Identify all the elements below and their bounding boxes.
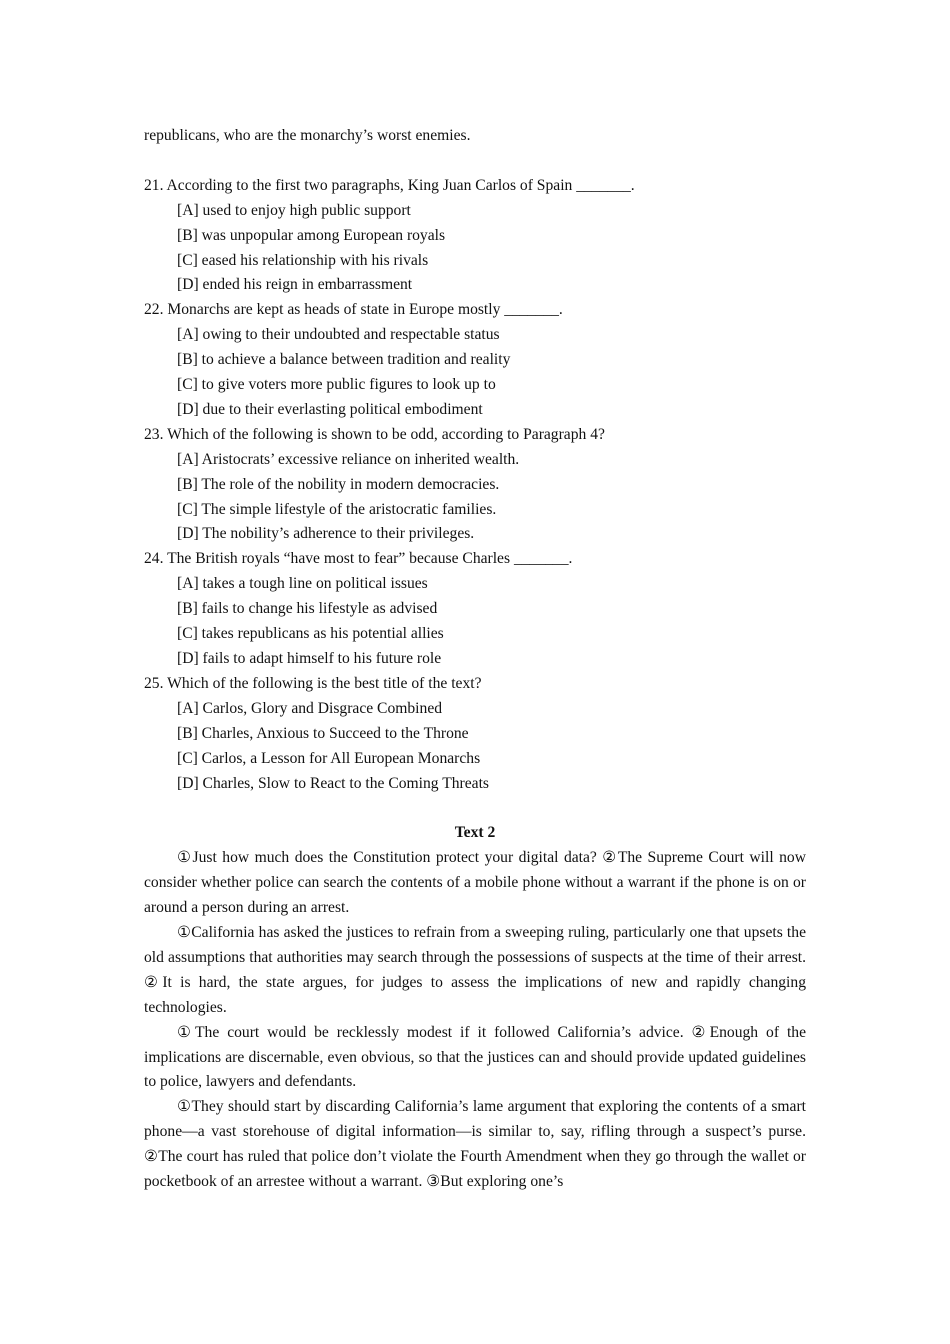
- spacer: [144, 149, 806, 174]
- question-stem: 25. Which of the following is the best title of the text?: [144, 674, 482, 692]
- option-b: [B] fails to change his lifestyle as advised: [177, 600, 438, 618]
- paragraph-3: ①The court would be recklessly modest if it followed California’s advice. ②Enough of the implications are discernable, even obvious, so that the justices can and should provide updated guidelines to police, lawyers and defendants.: [144, 1023, 806, 1091]
- option-d: [D] ended his reign in embarrassment: [177, 276, 413, 294]
- spacer: [144, 796, 806, 821]
- paragraph-2: ①California has asked the justices to refrain from a sweeping ruling, particularly one that upsets the old assumptions that authorities may search through the possessions of suspects at the time of their arrest. ②It is hard, the state argues, for judges to assess the implications of new and rapidly changing technologies.: [144, 923, 806, 1016]
- option-d: [D] fails to adapt himself to his future role: [177, 650, 442, 668]
- question-25: [144, 672, 806, 797]
- option-d: [D] due to their everlasting political embodiment: [177, 400, 483, 418]
- question-22: [144, 298, 806, 423]
- option-c: [C] The simple lifestyle of the aristocratic families.: [177, 500, 497, 518]
- option-b: [B] The role of the nobility in modern democracies.: [177, 475, 500, 493]
- option-c: [C] eased his relationship with his rivals: [177, 251, 429, 269]
- option-c: [C] takes republicans as his potential allies: [177, 625, 444, 643]
- option-b: [B] Charles, Anxious to Succeed to the Throne: [177, 724, 469, 742]
- option-b: [B] to achieve a balance between tradition and reality: [177, 351, 511, 369]
- option-a: [A] Aristocrats’ excessive reliance on inherited wealth.: [177, 450, 520, 468]
- option-c: [C] Carlos, a Lesson for All European Monarchs: [177, 749, 481, 767]
- option-b: [B] was unpopular among European royals: [177, 226, 446, 244]
- page-content: [144, 124, 806, 1195]
- passage-continuation: republicans, who are the monarchy’s worst enemies.: [144, 127, 471, 144]
- option-d: [D] Charles, Slow to React to the Coming Threats: [177, 774, 489, 792]
- question-stem: 23. Which of the following is shown to be odd, according to Paragraph 4?: [144, 425, 605, 443]
- section-title: Text 2: [454, 824, 496, 842]
- question-stem: 22. Monarchs are kept as heads of state in Europe mostly _______.: [144, 301, 563, 319]
- option-a: [A] owing to their undoubted and respectable status: [177, 326, 500, 344]
- option-d: [D] The nobility’s adherence to their privileges.: [177, 525, 475, 543]
- question-stem: 21. According to the first two paragraphs, King Juan Carlos of Spain _______.: [144, 176, 635, 194]
- question-24: [144, 547, 806, 672]
- text2-section: [144, 821, 806, 1195]
- question-23: [144, 423, 806, 548]
- paragraph-1: ①Just how much does the Constitution protect your digital data? ②The Supreme Court will now consider whether police can search the contents of a mobile phone without a warrant if the phone is on or around a person during an arrest.: [144, 849, 806, 917]
- question-21: [144, 174, 806, 299]
- option-c: [C] to give voters more public figures to look up to: [177, 376, 496, 394]
- question-stem: 24. The British royals “have most to fear” because Charles _______.: [144, 550, 573, 568]
- paragraph-4: ①They should start by discarding California’s lame argument that exploring the contents of a smart phone—a vast storehouse of digital information—is similar to, say, rifling through a suspect’s purse. ②The court has ruled that police don’t violate the Fourth Amendment when they go through the wallet or pocketbook of an arrestee without a warrant. ③But exploring one’s: [144, 1098, 806, 1191]
- option-a: [A] used to enjoy high public support: [177, 201, 411, 219]
- option-a: [A] takes a tough line on political issues: [177, 575, 428, 593]
- option-a: [A] Carlos, Glory and Disgrace Combined: [177, 699, 443, 717]
